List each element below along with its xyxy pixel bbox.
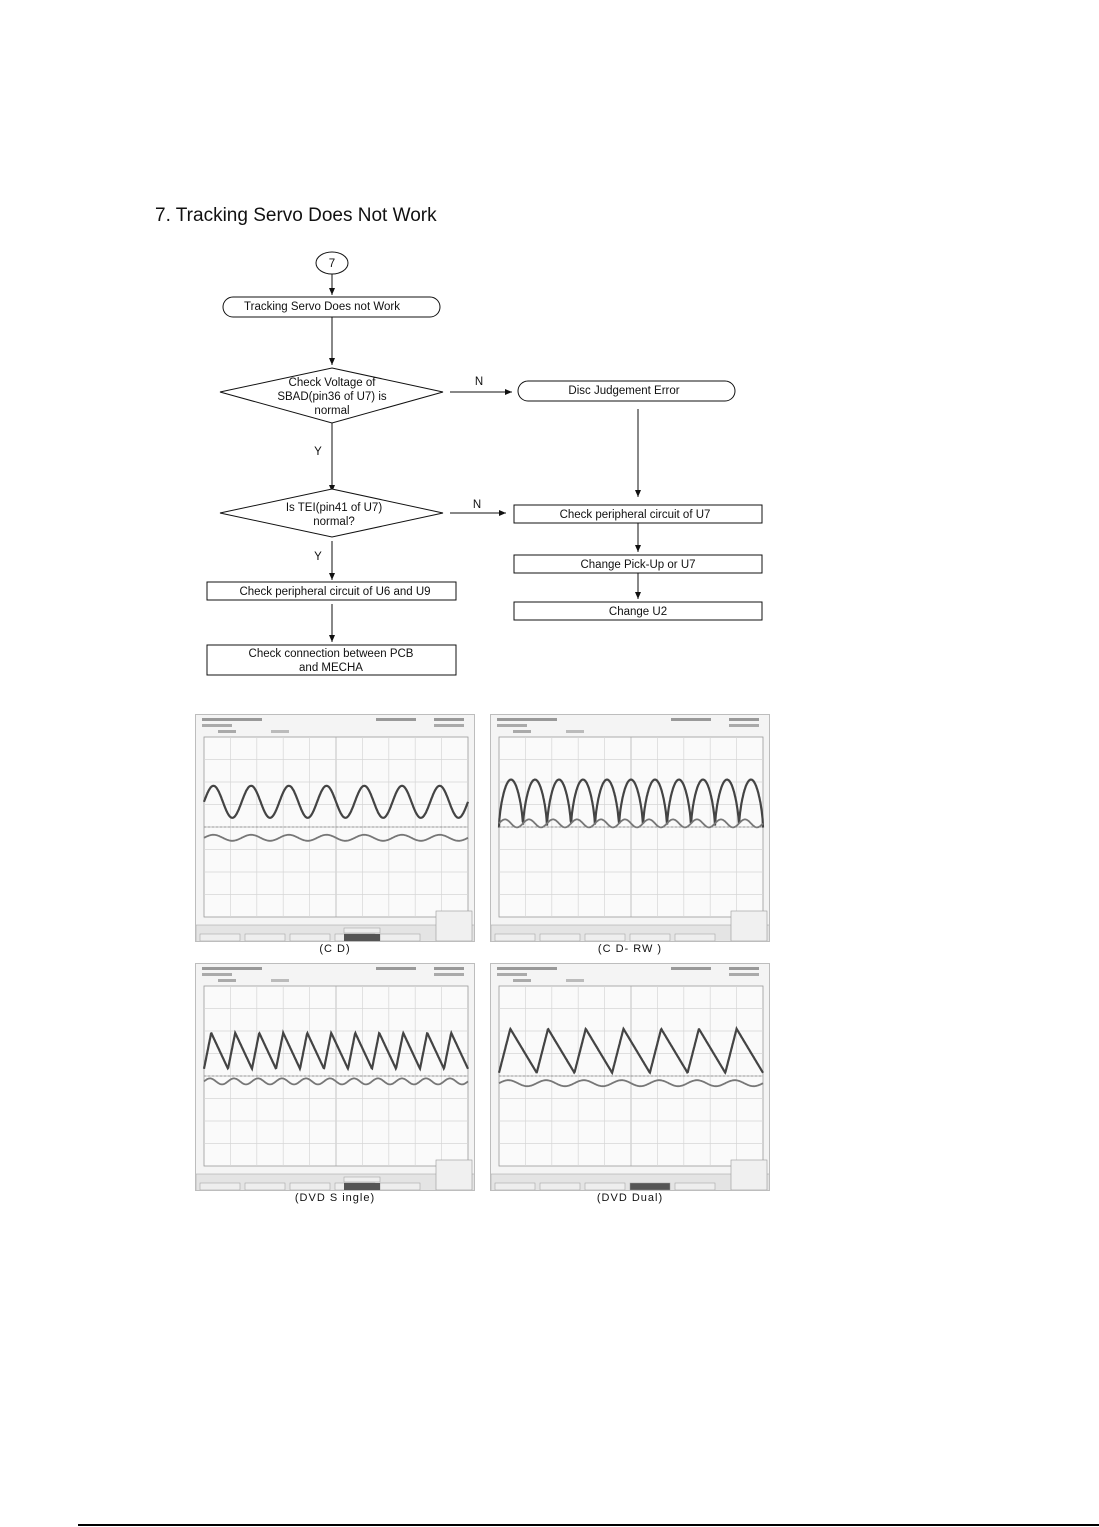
start-connector-label: 7 bbox=[328, 258, 336, 270]
check-connection-line2: and MECHA bbox=[299, 662, 363, 674]
decision-tei-no-label: N bbox=[472, 499, 482, 511]
decision-sbad-no-label: N bbox=[474, 376, 484, 388]
disc-judgement-error-label: Disc Judgement Error bbox=[568, 385, 680, 397]
scope-cd-rw bbox=[490, 714, 770, 942]
troubleshooting-flowchart bbox=[0, 0, 1099, 700]
scope-dvd-dual-caption: (DVD Dual) bbox=[596, 1192, 664, 1204]
check-connection-line1: Check connection between PCB bbox=[248, 648, 414, 660]
scope-cd-caption: (C D) bbox=[319, 943, 351, 955]
scope-cd-rw-caption: (C D- RW ) bbox=[597, 943, 663, 955]
decision-tei-line2: normal? bbox=[313, 516, 355, 528]
scope-cd bbox=[195, 714, 475, 942]
check-u7-label: Check peripheral circuit of U7 bbox=[559, 509, 711, 521]
section-title: 7. Tracking Servo Does Not Work bbox=[155, 205, 437, 226]
scope-dvd-single-caption: (DVD S ingle) bbox=[294, 1192, 376, 1204]
change-pickup-label: Change Pick-Up or U7 bbox=[580, 559, 696, 571]
change-u2-label: Change U2 bbox=[608, 606, 668, 618]
scope-dvd-single bbox=[195, 963, 475, 1191]
decision-tei-line1: Is TEI(pin41 of U7) bbox=[285, 502, 383, 514]
bottom-rule bbox=[78, 1524, 1099, 1526]
decision-sbad-line2: SBAD(pin36 of U7) is bbox=[277, 391, 387, 403]
start-box-label: Tracking Servo Does not Work bbox=[244, 301, 400, 313]
scope-dvd-dual bbox=[490, 963, 770, 1191]
check-u6-u9-label: Check peripheral circuit of U6 and U9 bbox=[239, 586, 431, 598]
decision-sbad-line1: Check Voltage of bbox=[288, 377, 376, 389]
decision-tei-yes-label: Y bbox=[314, 551, 322, 563]
decision-sbad-yes-label: Y bbox=[314, 446, 322, 458]
decision-sbad-line3: normal bbox=[314, 405, 350, 417]
